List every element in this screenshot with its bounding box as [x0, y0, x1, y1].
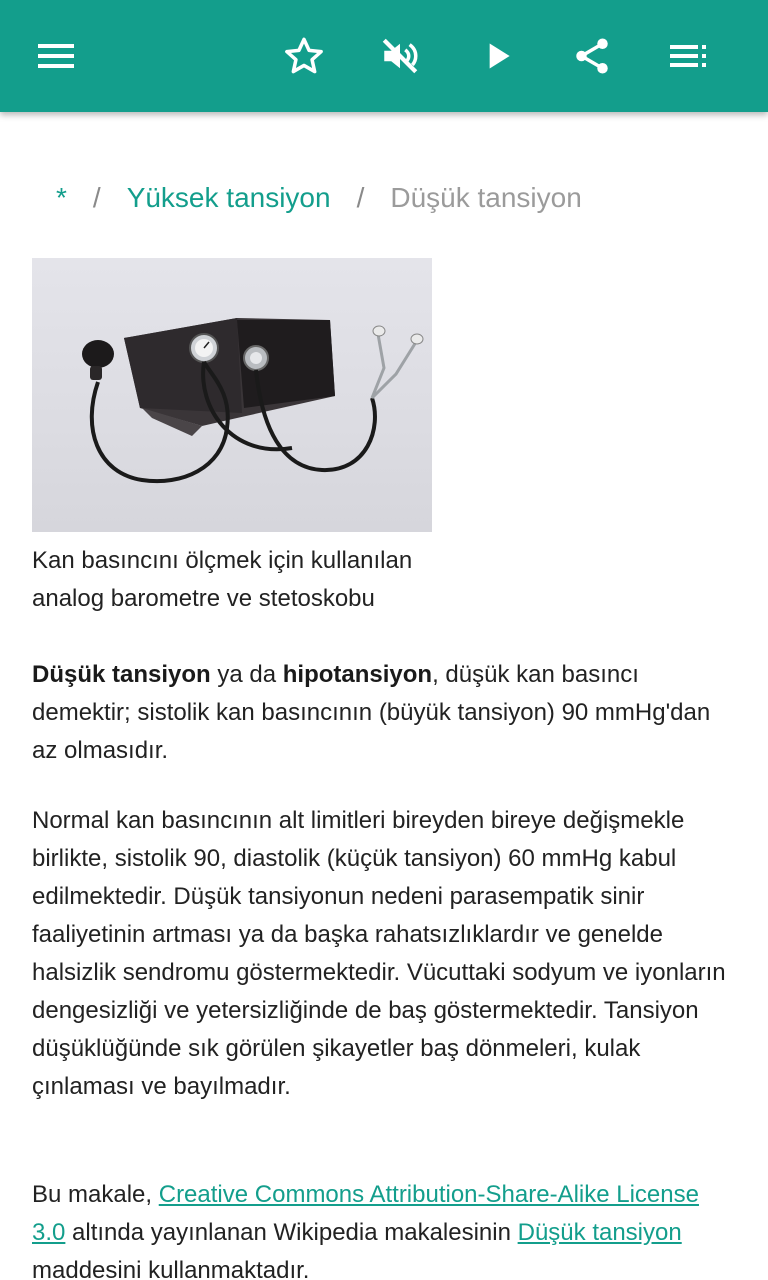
play-button[interactable]: [466, 24, 530, 88]
star-outline-icon: [283, 35, 325, 77]
favorite-button[interactable]: [272, 24, 336, 88]
contents-button[interactable]: [656, 24, 720, 88]
license-text: maddesini kullanmaktadır.: [32, 1257, 310, 1280]
breadcrumb-current: Düşük tansiyon: [390, 182, 582, 213]
term-bold: Düşük tansiyon: [32, 661, 211, 688]
article-content: [0, 112, 768, 1280]
paragraph-text: ya da: [210, 661, 283, 688]
breadcrumb-home[interactable]: *: [56, 182, 67, 213]
app-bar: [0, 0, 768, 112]
mute-button[interactable]: [368, 24, 432, 88]
license-text: altında yayınlanan Wikipedia makalesinin: [65, 1219, 518, 1246]
license-notice: [32, 1176, 738, 1280]
source-article-link[interactable]: Düşük tansiyon: [517, 1219, 682, 1246]
license-link[interactable]: Creative Commons Attribution-Share-Alike License 3.0: [32, 1181, 699, 1246]
article-paragraph: Normal kan basıncının alt limitleri bireyden bireye değişmekle birlikte, sistolik 90, diastolik (küçük tansiyon) 60 mmHg kabul edilmektedir. Düşük tansiyonun nedeni parasempatik sinir faaliyetinin artması ya da başka rahatsızlıklardır ve genelde halsizlik sendromu göstermektedir. Vücuttaki sodyum ve iyonların dengesizliği ve yetersizliğinde de baş göstermektedir. Tansiyon düşüklüğünde sık görülen şikayetler baş dönmeleri, kulak çınlaması ve bayılmadır.: [32, 807, 726, 1100]
play-icon: [478, 36, 518, 76]
breadcrumb-separator: /: [92, 182, 101, 213]
menu-button[interactable]: [24, 24, 88, 88]
paragraph-text: , düşük kan basıncı demektir; sistolik kan basıncının (büyük tansiyon) 90 mmHg'dan az olmasıdır.: [32, 661, 711, 764]
list-icon: [668, 36, 708, 76]
image-caption: Kan basıncını ölçmek için kullanılan analog barometre ve stetoskobu: [32, 547, 413, 612]
breadcrumb-parent[interactable]: Yüksek tansiyon: [126, 182, 331, 213]
term-bold: hipotansiyon: [282, 661, 433, 688]
volume-off-icon: [379, 35, 421, 77]
breadcrumb: [56, 180, 582, 216]
article-image[interactable]: [32, 258, 432, 532]
article-intro-paragraph: [32, 656, 738, 770]
share-button[interactable]: [560, 24, 624, 88]
license-text: Bu makale,: [32, 1181, 159, 1208]
blood-pressure-monitor-image: [32, 258, 432, 532]
breadcrumb-separator: /: [356, 182, 365, 213]
menu-icon: [36, 36, 76, 76]
share-icon: [571, 35, 613, 77]
